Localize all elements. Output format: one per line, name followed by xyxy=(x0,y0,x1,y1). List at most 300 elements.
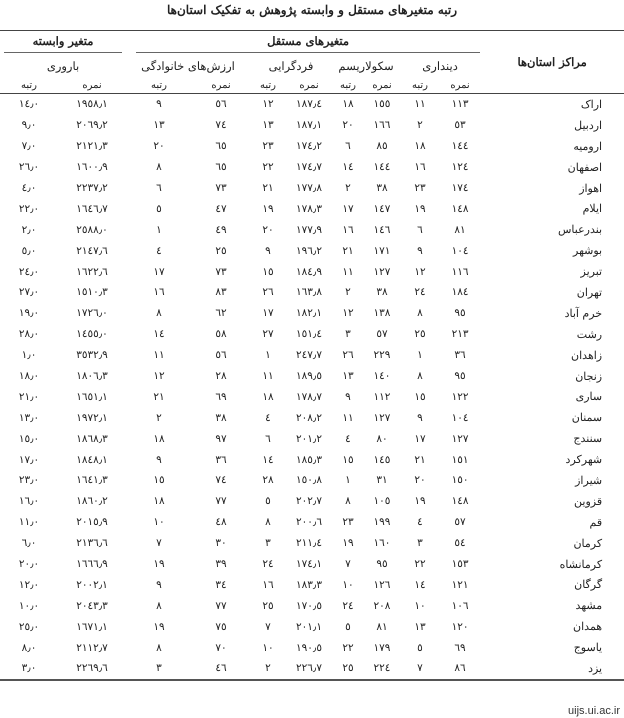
table-title: رتبه متغیرهای مستقل و وابسته پژوهش به تفکیک استان‌ها xyxy=(166,3,458,17)
secularism-rank-cell: ١٥ xyxy=(342,453,354,466)
family-values-rank-cell: ٧ xyxy=(156,537,162,550)
family-values-rank-cell: ١٤ xyxy=(153,328,165,341)
table-row xyxy=(0,554,624,575)
individualism-score-cell: ١٨٩٫٥ xyxy=(296,370,322,383)
fertility-rank-cell: ٦٫٠ xyxy=(21,537,37,550)
individualism-rank-cell: ٢ xyxy=(250,658,286,680)
individualism-score-cell: ١٦٣٫٨ xyxy=(296,286,322,299)
individualism-rank-cell: ٦ xyxy=(265,432,271,445)
province-name-cell: شهرکرد xyxy=(565,453,603,467)
family-values-score-cell: ٣٨ xyxy=(215,411,227,424)
fertility-rank-cell: ٢١٫٠ xyxy=(18,390,40,403)
province-name-cell: بوشهر xyxy=(573,244,603,258)
secularism-score-cell: ٣١ xyxy=(376,474,388,487)
fertility-rank-cell: ٢٥٫٠ xyxy=(18,620,40,633)
province-name-cell: کرمان xyxy=(573,536,603,550)
family-values-score-cell: ٧٧ xyxy=(215,495,227,508)
province-name-cell: اصفهان xyxy=(567,160,603,174)
family-values-rank-cell: ١٨ xyxy=(153,432,165,445)
fertility-score-cell: ١٩٥٨٫١ xyxy=(76,98,108,111)
secularism-score-cell: ٩٥ xyxy=(376,558,388,571)
religiosity-rank-cell: ١٧ xyxy=(414,432,426,445)
religiosity-score-cell: ٢١٣ xyxy=(451,328,469,341)
table-row xyxy=(0,115,624,136)
individualism-score-cell: ١٨٧٫٤ xyxy=(296,98,322,111)
table-row xyxy=(0,219,624,240)
religiosity-header: دینداری xyxy=(422,59,458,73)
family-values-rank-cell: ٤ xyxy=(156,244,162,257)
individualism-score-cell: ١٧٠٫٥ xyxy=(296,599,322,612)
table-row xyxy=(0,491,624,512)
secularism-score-cell: ١٢٦ xyxy=(373,578,391,591)
fertility-score-cell: ١٦٢٢٫٦ xyxy=(76,265,108,278)
province-name-cell: یاسوج xyxy=(573,641,603,655)
individualism-score-cell: ١٥٠٫٨ xyxy=(296,474,322,487)
secularism-rank-cell: ١٧ xyxy=(342,202,354,215)
religiosity-score-cell: ٥٣ xyxy=(454,119,466,132)
individualism-rank-cell: ٣ xyxy=(265,537,271,550)
score-header: نمره xyxy=(440,77,480,94)
individualism-score-cell: ١٧٤٫٧ xyxy=(296,161,322,174)
secularism-rank-cell: ٢١ xyxy=(342,244,354,257)
fertility-header: باروری xyxy=(46,59,80,73)
province-name-cell: همدان xyxy=(573,620,603,634)
province-name-cell: زاهدان xyxy=(571,348,603,362)
province-name-cell: اهواز xyxy=(579,181,603,195)
province-name-cell: قزوین xyxy=(574,494,603,508)
secularism-header: سکولاریسم xyxy=(338,59,394,73)
family-values-rank-cell: ١٧ xyxy=(153,265,165,278)
score-header: نمره xyxy=(58,77,126,94)
individualism-header: فردگرایی xyxy=(268,59,314,73)
table-row xyxy=(0,198,624,219)
secularism-score-cell: ١٩٩ xyxy=(373,516,391,529)
family-values-rank-cell: ١٣ xyxy=(153,119,165,132)
province-name-cell: مشهد xyxy=(575,599,603,613)
individualism-score-cell: ١٧٧٫٨ xyxy=(296,182,322,194)
table-row xyxy=(0,533,624,554)
table-row xyxy=(0,658,624,680)
rank-header: رتبه xyxy=(332,77,364,94)
secularism-rank-cell: ٨ xyxy=(345,495,351,508)
religiosity-rank-cell: ٥ xyxy=(417,641,423,654)
secularism-rank-cell: ٣ xyxy=(345,328,351,341)
secularism-rank-cell: ١٢ xyxy=(342,307,354,320)
table-row xyxy=(0,616,624,637)
fertility-rank-cell: ٢٢٫٠ xyxy=(18,202,40,215)
family-values-score-cell: ٧٠ xyxy=(215,641,227,654)
secularism-score-cell: ٨٠ xyxy=(376,432,388,445)
individualism-score-cell: ١٥١٫٤ xyxy=(296,328,322,341)
secularism-rank-cell: ١٣ xyxy=(342,370,354,383)
secularism-rank-cell: ٢٥ xyxy=(332,658,364,680)
secularism-rank-cell: ٤ xyxy=(345,432,351,445)
family-values-score-cell: ٢٨ xyxy=(215,370,227,383)
religiosity-score-cell: ١٨٤ xyxy=(451,286,469,299)
fertility-score-cell: ١٩٧٢٫١ xyxy=(76,411,108,424)
fertility-rank-cell: ٢٧٫٠ xyxy=(18,286,40,299)
family-values-rank-cell: ٩ xyxy=(156,453,162,466)
secularism-score-cell: ٨٥ xyxy=(376,140,388,153)
fertility-score-cell: ١٨٤٨٫١ xyxy=(76,453,108,466)
religiosity-rank-cell: ٨ xyxy=(417,307,423,320)
secularism-score-cell: ١٢٧ xyxy=(373,411,391,424)
family-values-score-cell: ٨٣ xyxy=(215,286,227,299)
family-values-rank-cell: ٨ xyxy=(156,641,162,654)
religiosity-score-cell: ٣٦ xyxy=(454,349,466,362)
family-values-score-cell: ٩٧ xyxy=(215,432,227,445)
fertility-score-cell: ٢٠٤٣٫٣ xyxy=(76,599,108,612)
religiosity-score-cell: ١٢١ xyxy=(451,578,469,591)
family-values-rank-cell: ٨ xyxy=(156,307,162,320)
secularism-rank-cell: ١٩ xyxy=(342,537,354,550)
fertility-rank-cell: ٣٫٠ xyxy=(0,658,58,680)
table-row xyxy=(0,94,624,115)
religiosity-score-cell: ٨١ xyxy=(454,223,466,236)
religiosity-rank-cell: ٢٥ xyxy=(414,328,426,341)
fertility-rank-cell: ١٠٫٠ xyxy=(18,599,40,612)
secularism-rank-cell: ٢٦ xyxy=(342,349,354,362)
religiosity-rank-cell: ٢٤ xyxy=(414,286,426,299)
individualism-rank-cell: ١٢ xyxy=(262,98,274,111)
fertility-score-cell: ١٤٥٥٫٠ xyxy=(76,328,108,341)
religiosity-score-cell: ١١٣ xyxy=(451,98,469,111)
individualism-rank-cell: ١٣ xyxy=(262,119,274,132)
individualism-score-cell: ٢٢٦٫٧ xyxy=(286,658,332,680)
fertility-score-cell: ١٥١٠٫٣ xyxy=(76,286,108,299)
province-header: مراکز استان‌ها xyxy=(480,31,624,94)
religiosity-rank-cell: ٢٢ xyxy=(414,558,426,571)
table-row xyxy=(0,637,624,658)
table-row xyxy=(0,428,624,449)
secularism-rank-cell: ٧ xyxy=(345,558,351,571)
secularism-rank-cell: ٢٠ xyxy=(342,119,354,132)
secularism-score-cell: ٢٠٨ xyxy=(373,599,391,612)
dependent-variable-header: متغیر وابسته xyxy=(4,34,122,53)
family-values-rank-cell: ١٩ xyxy=(153,620,165,633)
family-values-rank-cell: ٩ xyxy=(156,98,162,111)
religiosity-rank-cell: ١٩ xyxy=(414,495,426,508)
individualism-score-cell: ١٧٤٫١ xyxy=(296,558,322,571)
religiosity-rank-cell: ١٠ xyxy=(414,599,426,612)
province-name-cell: سنندج xyxy=(573,432,603,446)
family-values-rank-cell: ٦ xyxy=(156,182,162,194)
independent-variables-header: متغیرهای مستقل xyxy=(136,34,480,53)
religiosity-score-cell: ٩٥ xyxy=(454,370,466,383)
table-row xyxy=(0,470,624,491)
secularism-score-cell: ١٣٨ xyxy=(373,307,391,320)
province-name-cell: رشت xyxy=(576,327,603,341)
secularism-score-cell: ١٤٠ xyxy=(373,370,391,383)
individualism-rank-cell: ٢١ xyxy=(262,182,274,194)
fertility-rank-cell: ١٨٫٠ xyxy=(18,370,40,383)
individualism-score-cell: ١٧٧٫٩ xyxy=(296,223,322,236)
fertility-rank-cell: ٤٫٠ xyxy=(21,182,37,194)
family-values-header: ارزش‌های خانوادگی xyxy=(141,59,235,73)
province-name-cell: بندرعباس xyxy=(557,223,603,237)
secularism-rank-cell: ٢ xyxy=(345,286,351,299)
fertility-rank-cell: ١١٫٠ xyxy=(18,516,40,529)
fertility-score-cell: ٣٥٣٢٫٩ xyxy=(76,349,108,362)
family-values-score-cell: ٥٦ xyxy=(215,98,227,111)
individualism-score-cell: ١٧٨٫٣ xyxy=(296,202,322,215)
province-name-cell: شیراز xyxy=(575,473,603,487)
province-name-cell: اردبیل xyxy=(574,118,603,132)
religiosity-score-cell: ٥٧ xyxy=(454,516,466,529)
table-row xyxy=(0,136,624,157)
individualism-rank-cell: ٢٣ xyxy=(262,140,274,153)
fertility-score-cell: ١٦٦٦٫٩ xyxy=(76,558,108,571)
religiosity-score-cell: ١٢٧ xyxy=(451,432,469,445)
secularism-rank-cell: ٥ xyxy=(345,620,351,633)
religiosity-rank-cell: ١٦ xyxy=(414,161,426,174)
fertility-rank-cell: ٢٫٠ xyxy=(21,223,37,236)
fertility-rank-cell: ١٣٫٠ xyxy=(18,411,40,424)
fertility-score-cell: ١٨٠٦٫٣ xyxy=(76,370,108,383)
family-values-rank-cell: ٥ xyxy=(156,202,162,215)
individualism-rank-cell: ١٤ xyxy=(262,453,274,466)
rank-header: رتبه xyxy=(400,77,440,94)
religiosity-score-cell: ١٤٤ xyxy=(451,140,469,153)
individualism-score-cell: ١٨٣٫٣ xyxy=(296,578,322,591)
fertility-score-cell: ١٨٦٨٫٣ xyxy=(76,432,108,445)
fertility-rank-cell: ٥٫٠ xyxy=(21,244,37,257)
secularism-rank-cell: ١١ xyxy=(342,411,354,424)
table-row xyxy=(0,345,624,366)
individualism-score-cell: ١٨٤٫٩ xyxy=(296,265,322,278)
religiosity-score-cell: ١٢٠ xyxy=(451,620,469,633)
individualism-rank-cell: ٥ xyxy=(265,495,271,508)
secularism-score-cell: ١٦٠ xyxy=(373,537,391,550)
table-row xyxy=(0,178,624,199)
fertility-score-cell: ٢١٣٦٫٦ xyxy=(76,537,108,550)
religiosity-rank-cell: ١٤ xyxy=(414,578,426,591)
table-row xyxy=(0,157,624,178)
score-header: نمره xyxy=(286,77,332,94)
rank-header: رتبه xyxy=(0,77,58,94)
secularism-rank-cell: ٢٣ xyxy=(342,516,354,529)
individualism-score-cell: ٢١١٫٤ xyxy=(296,537,322,550)
family-values-score-cell: ٧٤ xyxy=(215,119,227,132)
individualism-score-cell: ٢٤٧٫٧ xyxy=(296,349,322,362)
individualism-score-cell: ١٨٢٫١ xyxy=(296,307,322,320)
religiosity-score-cell: ٥٤ xyxy=(454,537,466,550)
religiosity-rank-cell: ٨ xyxy=(417,370,423,383)
score-header: نمره xyxy=(192,77,250,94)
individualism-rank-cell: ٢٢ xyxy=(262,161,274,174)
individualism-score-cell: ١٩٦٫٢ xyxy=(296,244,322,257)
fertility-score-cell: ١٦٤٦٫٧ xyxy=(76,202,108,215)
religiosity-rank-cell: ١ xyxy=(417,349,423,362)
family-values-score-cell: ٤٧ xyxy=(215,202,227,215)
individualism-score-cell: ١٧٨٫٧ xyxy=(296,390,322,403)
fertility-rank-cell: ٧٫٠ xyxy=(21,140,37,153)
secularism-score-cell: ١٢٧ xyxy=(373,265,391,278)
individualism-rank-cell: ٢٨ xyxy=(262,474,274,487)
fertility-rank-cell: ٨٫٠ xyxy=(21,641,37,654)
fertility-rank-cell: ١٩٫٠ xyxy=(18,307,40,320)
family-values-score-cell: ٦٩ xyxy=(215,390,227,403)
secularism-score-cell: ٢٢٩ xyxy=(373,349,391,362)
fertility-rank-cell: ١٥٫٠ xyxy=(18,432,40,445)
fertility-score-cell: ٢٠١٥٫٩ xyxy=(76,516,108,529)
province-name-cell: زنجان xyxy=(575,369,603,383)
religiosity-score-cell: ١٢٤ xyxy=(451,161,469,174)
family-values-score-cell: ٧٧ xyxy=(215,599,227,612)
family-values-rank-cell: ١٢ xyxy=(153,370,165,383)
individualism-rank-cell: ٩ xyxy=(265,244,271,257)
secularism-score-cell: ٣٨ xyxy=(376,182,388,194)
individualism-score-cell: ١٨٧٫١ xyxy=(296,119,322,132)
family-values-score-cell: ٢٥ xyxy=(215,244,227,257)
religiosity-score-cell: ١١٦ xyxy=(451,265,469,278)
family-values-score-cell: ٧٤ xyxy=(215,474,227,487)
religiosity-rank-cell: ٩ xyxy=(417,244,423,257)
fertility-rank-cell: ١٤٫٠ xyxy=(18,98,40,111)
family-values-score-cell: ٤٩ xyxy=(215,223,227,236)
religiosity-rank-cell: ١٥ xyxy=(414,390,426,403)
fertility-score-cell: ١٧٢٦٫٠ xyxy=(76,307,108,320)
individualism-score-cell: ١٩٠٫٥ xyxy=(296,641,322,654)
fertility-score-cell: ٢١٢١٫٣ xyxy=(76,140,108,153)
fertility-score-cell: ٢٠٦٩٫٢ xyxy=(76,119,108,132)
family-values-rank-cell: ٢ xyxy=(156,411,162,424)
individualism-rank-cell: ٧ xyxy=(265,620,271,633)
family-values-rank-cell: ٢١ xyxy=(153,390,165,403)
individualism-rank-cell: ١ xyxy=(265,349,271,362)
province-name-cell: قم xyxy=(589,515,603,529)
fertility-score-cell: ٢٢٣٧٫٢ xyxy=(76,182,108,194)
religiosity-rank-cell: ٤ xyxy=(417,516,423,529)
individualism-score-cell: ١٧٤٫٢ xyxy=(296,140,322,153)
family-values-score-cell: ٤٦ xyxy=(192,658,250,680)
individualism-rank-cell: ١٥ xyxy=(262,265,274,278)
secularism-rank-cell: ١٦ xyxy=(342,223,354,236)
fertility-score-cell: ١٨٦٠٫٢ xyxy=(76,495,108,508)
family-values-rank-cell: ١٥ xyxy=(153,474,165,487)
family-values-rank-cell: ١ xyxy=(156,223,162,236)
individualism-score-cell: ٢٠٠٫٦ xyxy=(296,516,322,529)
religiosity-rank-cell: ١٨ xyxy=(414,140,426,153)
secularism-rank-cell: ١١ xyxy=(342,265,354,278)
secularism-score-cell: ١٤٧ xyxy=(373,202,391,215)
religiosity-score-cell: ٦٩ xyxy=(454,641,466,654)
secularism-score-cell: ١٧١ xyxy=(373,244,391,257)
family-values-rank-cell: ١٠ xyxy=(153,516,165,529)
secularism-score-cell: ٨١ xyxy=(376,620,388,633)
secularism-rank-cell: ٢ xyxy=(345,182,351,194)
secularism-rank-cell: ٩ xyxy=(345,390,351,403)
individualism-rank-cell: ٢٧ xyxy=(262,328,274,341)
individualism-rank-cell: ١٧ xyxy=(262,307,274,320)
individualism-rank-cell: ١٨ xyxy=(262,390,274,403)
religiosity-score-cell: ١٤٨ xyxy=(451,495,469,508)
family-values-score-cell: ٧٥ xyxy=(215,620,227,633)
religiosity-rank-cell: ١٢ xyxy=(414,265,426,278)
fertility-rank-cell: ٢٦٫٠ xyxy=(18,161,40,174)
individualism-score-cell: ٢٠٢٫٧ xyxy=(296,495,322,508)
secularism-score-cell: ١٦٦ xyxy=(373,119,391,132)
province-name-cell: خرم آباد xyxy=(564,306,603,320)
secularism-rank-cell: ٢٢ xyxy=(342,641,354,654)
fertility-rank-cell: ١٧٫٠ xyxy=(18,453,40,466)
religiosity-rank-cell: ٩ xyxy=(417,411,423,424)
secularism-score-cell: ١٥٥ xyxy=(373,98,391,111)
family-values-rank-cell: ٨ xyxy=(156,599,162,612)
family-values-score-cell: ٧٣ xyxy=(215,265,227,278)
province-name-cell: ایلام xyxy=(582,202,603,216)
table-row xyxy=(0,303,624,324)
religiosity-score-cell: ٩٥ xyxy=(454,307,466,320)
province-name-cell: اراک xyxy=(580,97,603,111)
secularism-rank-cell: ٢٤ xyxy=(342,599,354,612)
individualism-score-cell: ٢٠١٫٢ xyxy=(296,432,322,445)
province-name-cell: ارومیه xyxy=(573,139,603,153)
family-values-score-cell: ٣٩ xyxy=(215,558,227,571)
province-name-cell: ساری xyxy=(575,390,603,404)
religiosity-score-cell: ١٠٦ xyxy=(451,599,469,612)
religiosity-score-cell: ١٠٤ xyxy=(451,411,469,424)
family-values-score-cell: ٣٠ xyxy=(215,537,227,550)
individualism-rank-cell: ١٠ xyxy=(262,641,274,654)
religiosity-score-cell: ١٠٤ xyxy=(451,244,469,257)
religiosity-rank-cell: ٣ xyxy=(417,537,423,550)
secularism-score-cell: ١١٢ xyxy=(373,390,391,403)
watermark: uijs.ui.ac.ir xyxy=(568,705,620,717)
province-name-cell: گرگان xyxy=(574,578,603,592)
family-values-score-cell: ٦٥ xyxy=(215,140,227,153)
table-row xyxy=(0,512,624,533)
secularism-score-cell: ٢٢٤ xyxy=(364,658,400,680)
table-row xyxy=(0,449,624,470)
individualism-rank-cell: ٢٠ xyxy=(262,223,274,236)
religiosity-rank-cell: ١٣ xyxy=(414,620,426,633)
province-variables-table xyxy=(0,30,624,681)
secularism-rank-cell: ٦ xyxy=(345,140,351,153)
table-row xyxy=(0,407,624,428)
family-values-rank-cell: ١٨ xyxy=(153,495,165,508)
fertility-score-cell: ٢١١٢٫٧ xyxy=(76,641,108,654)
family-values-score-cell: ٣٤ xyxy=(215,578,227,591)
family-values-score-cell: ٤٨ xyxy=(215,516,227,529)
religiosity-rank-cell: ٦ xyxy=(417,223,423,236)
religiosity-score-cell: ١٥٣ xyxy=(451,558,469,571)
fertility-score-cell: ٢١٤٧٫٦ xyxy=(76,244,108,257)
table-row xyxy=(0,261,624,282)
table-row xyxy=(0,386,624,407)
family-values-score-cell: ٣٦ xyxy=(215,453,227,466)
fertility-rank-cell: ٢٣٫٠ xyxy=(18,474,40,487)
secularism-rank-cell: ١ xyxy=(345,474,351,487)
score-header: نمره xyxy=(364,77,400,94)
individualism-score-cell: ٢٠٨٫٢ xyxy=(296,411,322,424)
rank-header: رتبه xyxy=(250,77,286,94)
religiosity-rank-cell: ١٩ xyxy=(414,202,426,215)
province-name-cell: سمنان xyxy=(571,411,603,425)
family-values-rank-cell: ١١ xyxy=(153,349,165,362)
family-values-score-cell: ٦٥ xyxy=(215,161,227,174)
individualism-rank-cell: ٢٦ xyxy=(262,286,274,299)
table-row xyxy=(0,366,624,387)
religiosity-rank-cell: ٧ xyxy=(400,658,440,680)
fertility-score-cell: ٢٥٨٨٫٠ xyxy=(76,223,108,236)
table-row xyxy=(0,240,624,261)
religiosity-rank-cell: ١١ xyxy=(414,98,426,111)
family-values-rank-cell: ٢٠ xyxy=(153,140,165,153)
fertility-rank-cell: ١٦٫٠ xyxy=(18,495,40,508)
secularism-rank-cell: ١٨ xyxy=(342,98,354,111)
fertility-score-cell: ١٦٤١٫٣ xyxy=(76,474,108,487)
